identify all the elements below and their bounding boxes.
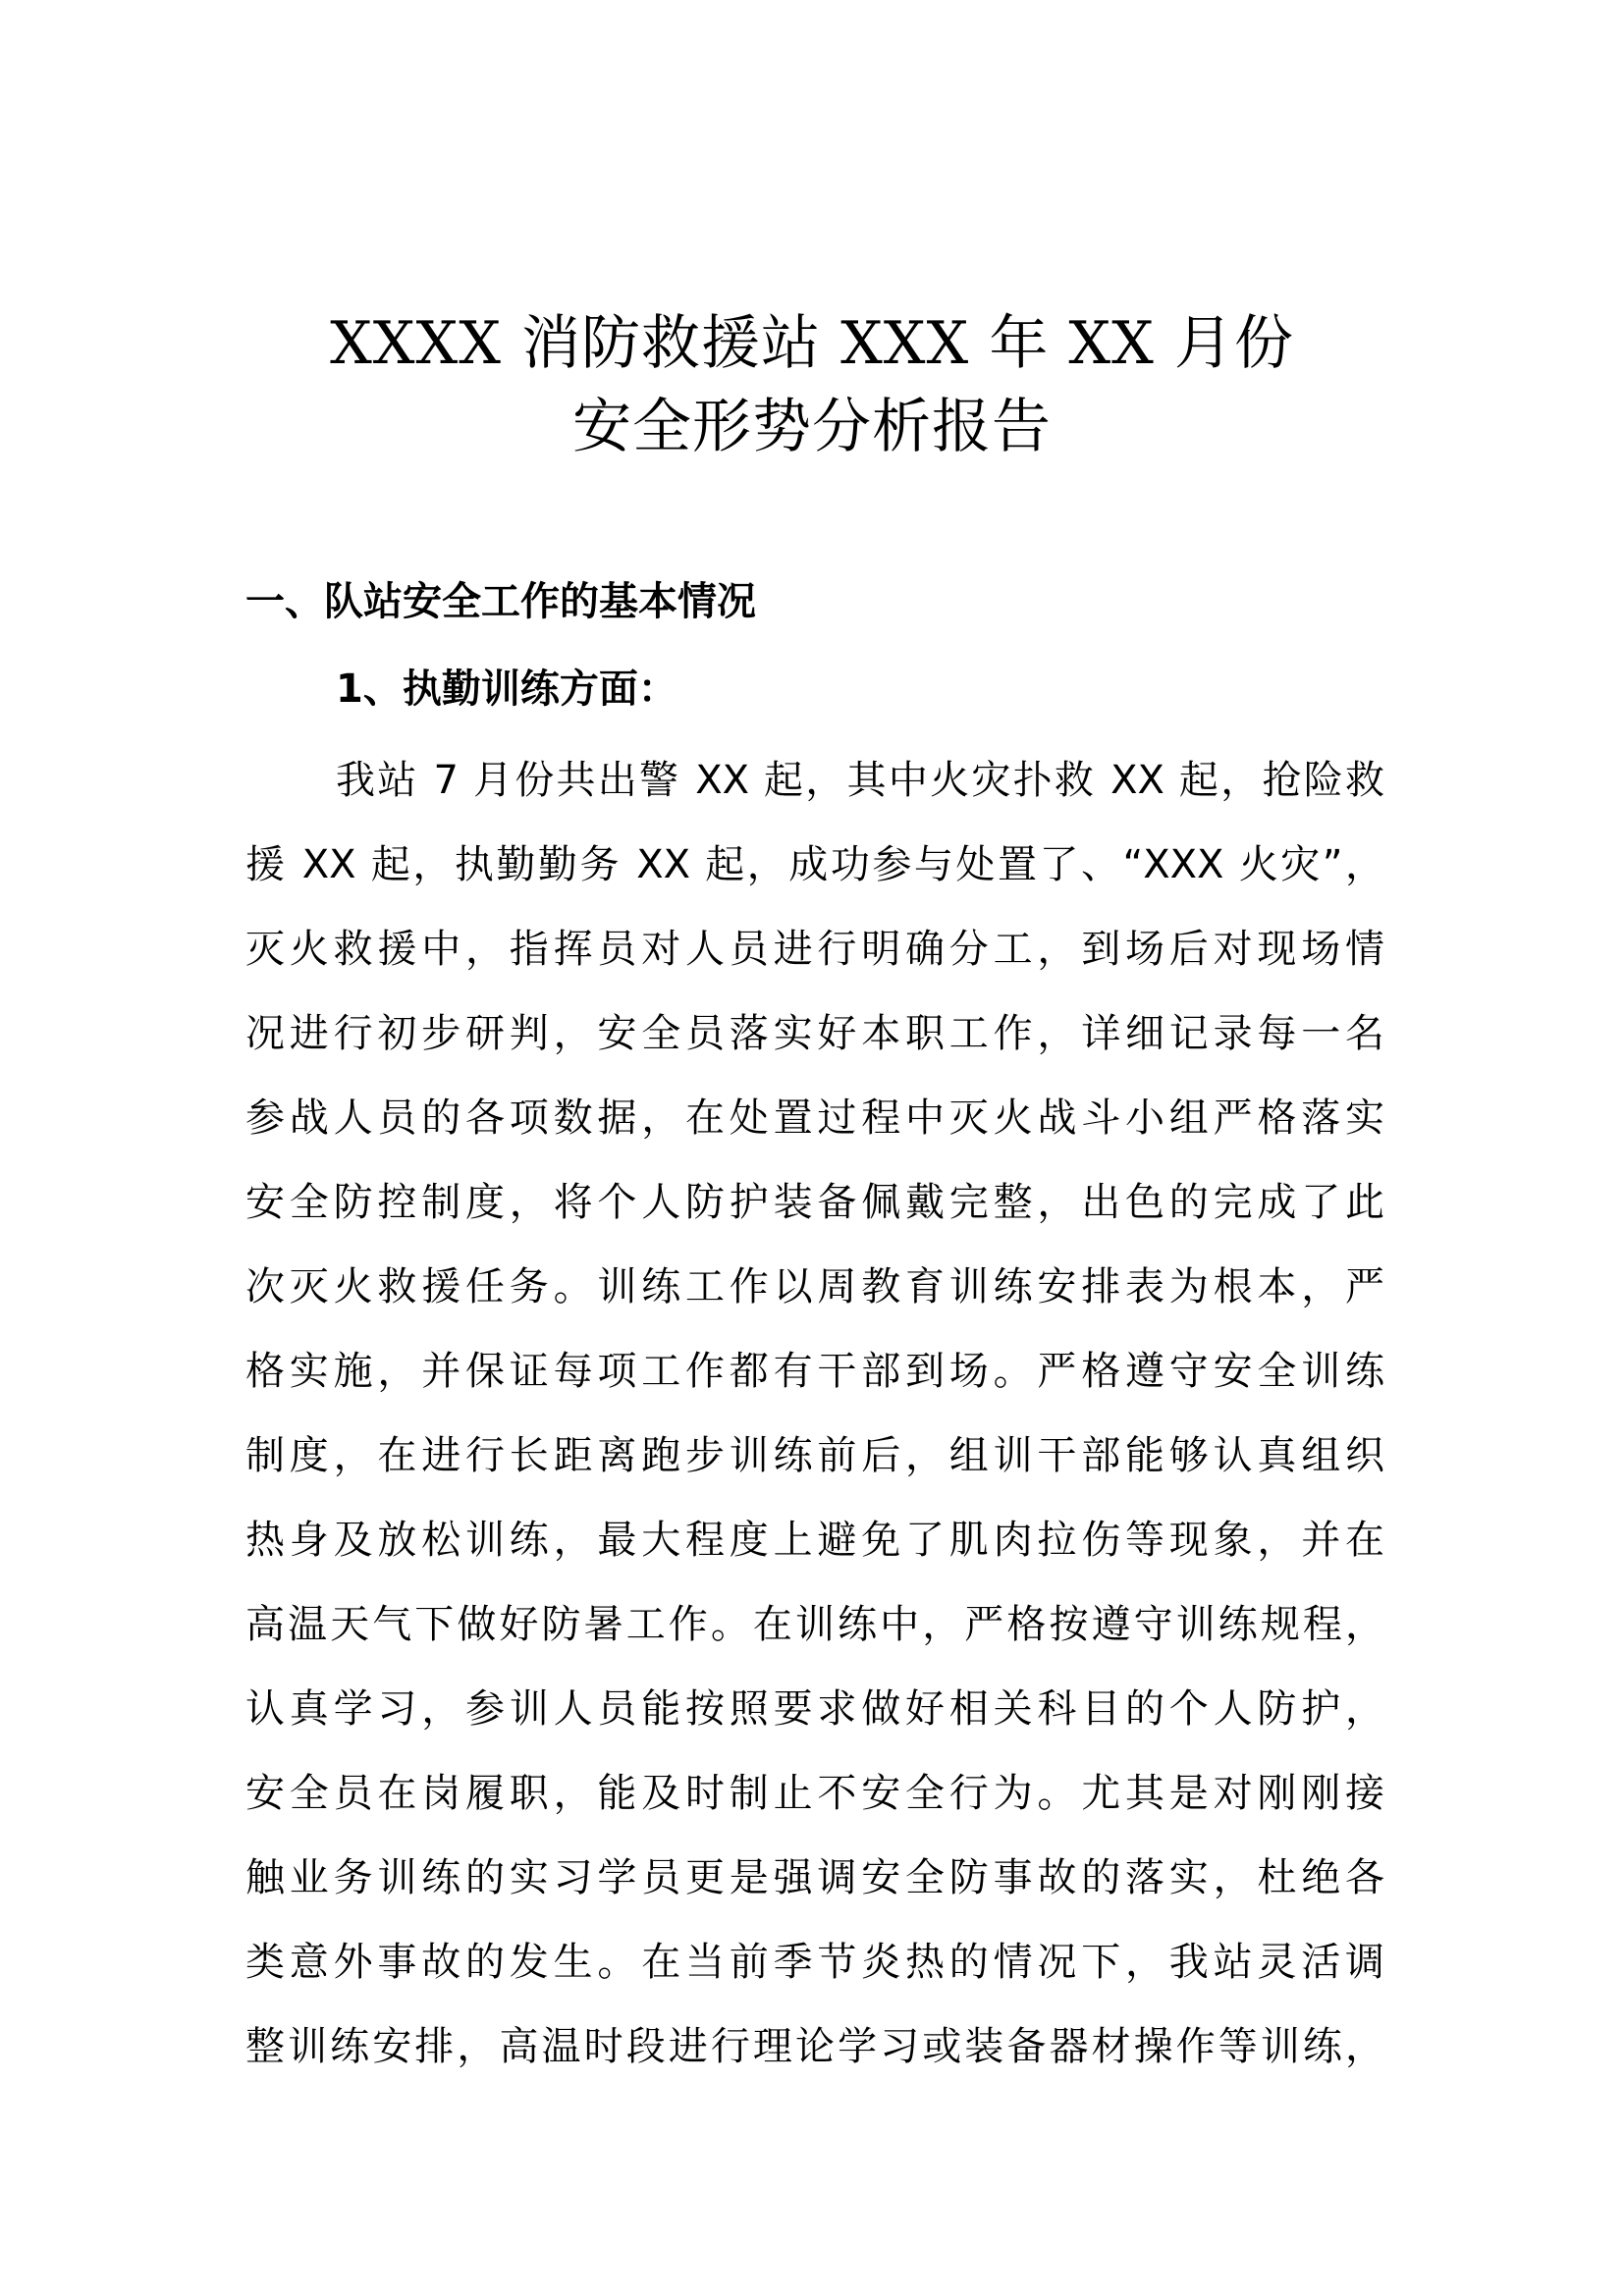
paragraph-line: 整训练安排，高温时段进行理论学习或装备器材操作等训练， [245, 2024, 1384, 2069]
paragraph-body [245, 738, 1384, 2089]
section-heading: 一、队站安全工作的基本情况 [245, 579, 756, 624]
paragraph-line: 安全防控制度，将个人防护装备佩戴完整，出色的完成了此 [245, 1180, 1384, 1225]
paragraph-line: 热身及放松训练，最大程度上避免了肌肉拉伤等现象，并在 [245, 1518, 1384, 1563]
paragraph-line: 次灭火救援任务。训练工作以周教育训练安排表为根本，严 [245, 1264, 1384, 1309]
paragraph-line: 触业务训练的实习学员更是强调安全防事故的落实，杜绝各 [245, 1855, 1384, 1900]
paragraph-line: 安全员在岗履职，能及时制止不安全行为。尤其是对刚刚接 [245, 1771, 1384, 1816]
paragraph-line: 格实施，并保证每项工作都有干部到场。严格遵守安全训练 [245, 1349, 1384, 1394]
paragraph-line: 我站 7 月份共出警 XX 起，其中火灾扑救 XX 起，抢险救 [336, 758, 1384, 803]
subsection-heading: 1、执勤训练方面： [336, 667, 677, 712]
document-title-line-1: XXXX 消防救援站 XXX 年 XX 月份 [330, 309, 1294, 378]
paragraph-line: 灭火救援中，指挥员对人员进行明确分工，到场后对现场情 [245, 927, 1384, 972]
paragraph-line: 认真学习，参训人员能按照要求做好相关科目的个人防护， [245, 1686, 1384, 1732]
document-title-line-2: 安全形势分析报告 [572, 393, 1052, 461]
paragraph-line: 类意外事故的发生。在当前季节炎热的情况下，我站灵活调 [245, 1940, 1384, 1985]
paragraph-line: 援 XX 起，执勤勤务 XX 起，成功参与处置了、“XXX 火灾”， [245, 842, 1384, 887]
paragraph-line: 高温天气下做好防暑工作。在训练中，严格按遵守训练规程， [245, 1602, 1384, 1647]
paragraph-line: 参战人员的各项数据，在处置过程中灭火战斗小组严格落实 [245, 1095, 1384, 1141]
paragraph-line: 制度，在进行长距离跑步训练前后，组训干部能够认真组织 [245, 1433, 1384, 1478]
paragraph-line: 况进行初步研判，安全员落实好本职工作，详细记录每一名 [245, 1011, 1384, 1056]
